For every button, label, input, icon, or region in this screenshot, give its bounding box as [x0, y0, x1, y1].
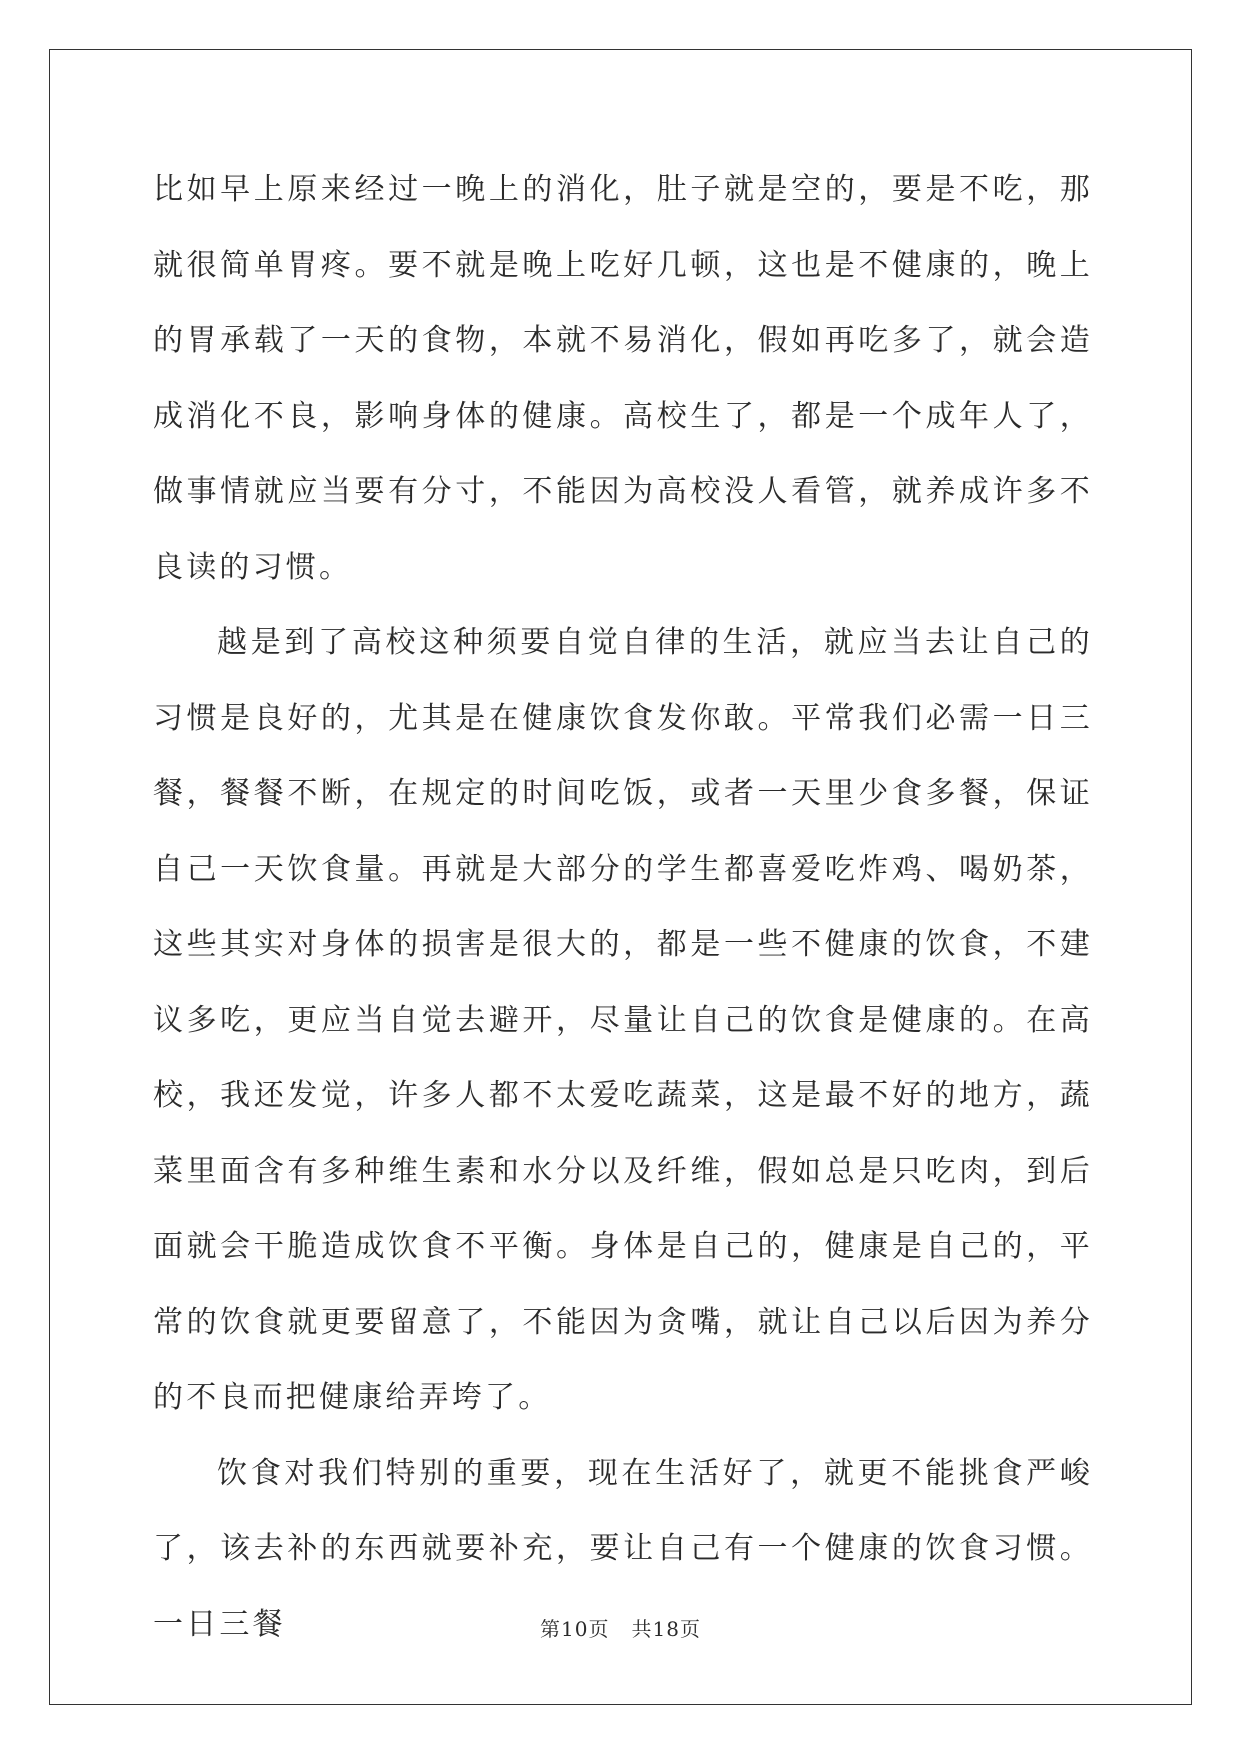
footer-spacer [609, 1617, 631, 1641]
page-footer [0, 1613, 1241, 1642]
paragraph-1: 比如早上原来经过一晚上的消化，肚子就是空的，要是不吃，那就很简单胃疼。要不就是晚上吃好几顿，这也是不健康的，晚上的胃承载了一天的食物，本就不易消化，假如再吃多了，就会造成消化不良，影响身体的健康。高校生了，都是一个成年人了，做事情就应当要有分寸，不能因为高校没人看管，就养成许多不良读的习惯。 [153, 172, 1093, 585]
paragraph-3: 饮食对我们特别的重要，现在生活好了，就更不能挑食严峻了，该去补的东西就要补充，要让自己有一个健康的饮食习惯。一日三餐 [153, 1455, 1093, 1642]
document-body [153, 152, 1093, 1662]
paragraph-2: 越是到了高校这种须要自觉自律的生活，就应当去让自己的习惯是良好的，尤其是在健康饮食发你敢。平常我们必需一日三餐，餐餐不断，在规定的时间吃饭，或者一天里少食多餐，保证自己一天饮食量。再就是大部分的学生都喜爱吃炸鸡、喝奶茶，这些其实对身体的损害是很大的，都是一些不健康的饮食，不建议多吃，更应当自觉去避开，尽量让自己的饮食是健康的。在高校，我还发觉，许多人都不太爱吃蔬菜，这是最不好的地方，蔬菜里面含有多种维生素和水分以及纤维，假如总是只吃肉，到后面就会干脆造成饮食不平衡。身体是自己的，健康是自己的，平常的饮食就更要留意了，不能因为贪嘴，就让自己以后因为养分的不良而把健康给弄垮了。 [153, 625, 1093, 1415]
page-number: 第10页 [540, 1617, 610, 1641]
page-total: 共18页 [631, 1617, 701, 1641]
